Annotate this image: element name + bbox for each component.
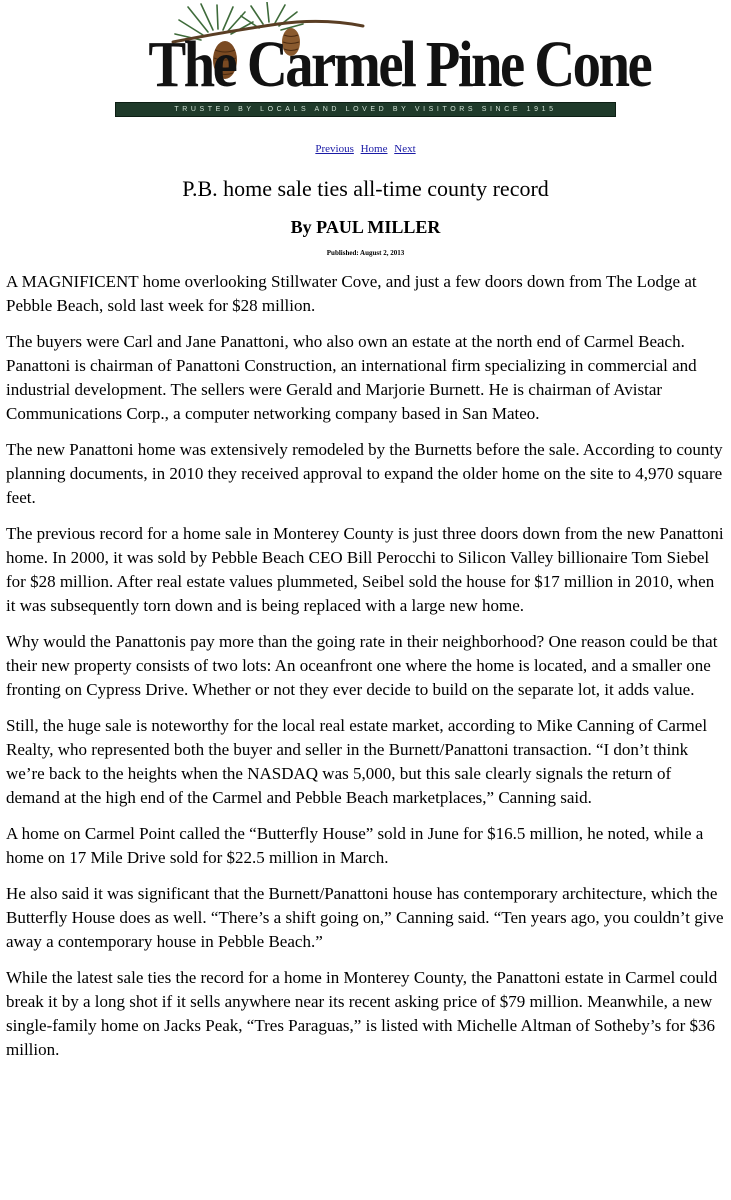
article-paragraph: The buyers were Carl and Jane Panattoni, who also own an estate at the north end of Carmel Beach. Panattoni is chairman of Panattoni Construction, an international firm specializing in commercial and industrial development. The sellers were Gerald and Marjorie Burnett. He is chairman of Avistar Communications Corp., a computer networking company based in San Mateo. [6,332,697,423]
article-paragraph: The new Panattoni home was extensively remodeled by the Burnetts before the sale. According to county planning documents, in 2010 they received approval to expand the older home on the site to 4,970 square feet. [6,440,723,507]
article-paragraph: The previous record for a home sale in Monterey County is just three doors down from the new Panattoni home. In 2000, it was sold by Pebble Beach CEO Bill Perocchi to Silicon Valley billionaire Tom Siebel for $28 million. After real estate values plummeted, Seibel sold the house for $17 million in 2010, when it was subsequently torn down and is being replaced with a large new home. [6,524,724,615]
masthead [113,2,651,120]
article-headline: P.B. home sale ties all-time county record [182,176,549,201]
masthead-tagline-bar [115,102,616,117]
article-body [6,270,725,1074]
masthead-title: The Carmel Pine Cone [148,28,651,101]
article-paragraph: While the latest sale ties the record for a home in Monterey County, the Panattoni estate in Carmel could break it by a long shot if it sells anywhere near its recent asking price of $79 million. Meanwhile, a new single-family home on Jacks Peak, “Tres Paraguas,” is listed with Michelle Altman of Sotheby’s for $36 million. [6,968,718,1059]
article-paragraph: Still, the huge sale is noteworthy for the local real estate market, according to Mike Canning of Carmel Realty, who represented both the buyer and seller in the Burnett/Panattoni transaction. “I don’t think we’re back to the heights when the NASDAQ was 5,000, but this sale clearly signals the return of demand at the high end of the Carmel and Pebble Beach marketplaces,” Canning said. [6,716,708,807]
article-nav [0,142,731,156]
masthead-tagline: TRUSTED BY LOCALS AND LOVED BY VISITORS SINCE 1915 [174,106,557,113]
article-paragraph: Why would the Panattonis pay more than the going rate in their neighborhood? One reason could be that their new property consists of two lots: An oceanfront one where the home is located, and a smaller one fronting on Cypress Drive. Whether or not they ever decide to build on the separate lot, it adds value. [6,632,718,699]
previous-link[interactable]: Previous [315,143,354,155]
article-paragraph: A home on Carmel Point called the “Butterfly House” sold in June for $16.5 million, he noted, while a home on 17 Mile Drive sold for $22.5 million in March. [6,824,704,867]
next-link[interactable]: Next [394,143,416,155]
article-paragraph: He also said it was significant that the Burnett/Panattoni house has contemporary architecture, which the Butterfly House does as well. “There’s a shift going on,” Canning said. “Ten years ago, you couldn’t give away a contemporary house in Pebble Beach.” [6,884,724,951]
home-link[interactable]: Home [360,143,388,155]
article-byline: By PAUL MILLER [290,217,441,237]
published-date: Published: August 2, 2013 [326,249,405,257]
article-paragraph: A MAGNIFICENT home overlooking Stillwater Cove, and just a few doors down from The Lodge at Pebble Beach, sold last week for $28 million. [6,272,697,315]
